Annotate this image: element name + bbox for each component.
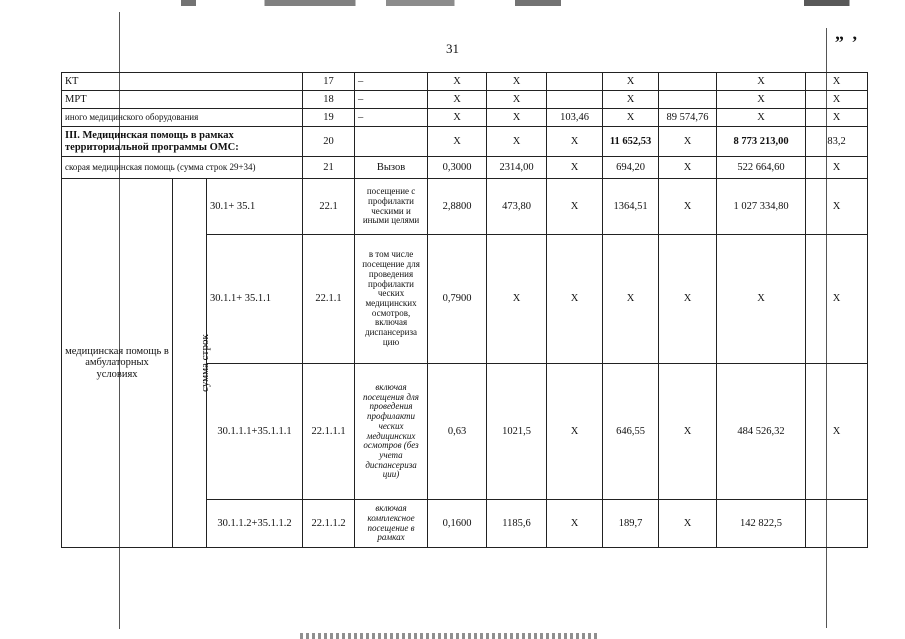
value-cell: Х <box>603 91 659 109</box>
value-cell: Х <box>806 235 868 364</box>
value-cell: Х <box>547 127 603 157</box>
value-cell: Х <box>428 73 487 91</box>
value-cell <box>806 500 868 548</box>
value-cell: 484 526,32 <box>717 364 806 500</box>
value-cell: Х <box>659 500 717 548</box>
table-row-22-1 <box>62 179 868 235</box>
value-cell: 189,7 <box>603 500 659 548</box>
table-row-other-equipment <box>62 109 868 127</box>
value-cell: Х <box>547 157 603 179</box>
value-cell: Х <box>487 109 547 127</box>
sum-rows-cell: 30.1.1.1+35.1.1.1 <box>207 364 303 500</box>
line-number: 21 <box>303 157 355 179</box>
value-cell: Х <box>717 235 806 364</box>
value-cell: Х <box>717 73 806 91</box>
value-cell: 646,55 <box>603 364 659 500</box>
value-cell: Х <box>806 364 868 500</box>
value-cell: 2,8800 <box>428 179 487 235</box>
line-number: 17 <box>303 73 355 91</box>
value-cell: 8 773 213,00 <box>717 127 806 157</box>
value-cell: 1021,5 <box>487 364 547 500</box>
unit-cell: включая комплексное посещение в рамках <box>355 500 428 548</box>
table-row-mrt <box>62 91 868 109</box>
value-cell: 473,80 <box>487 179 547 235</box>
value-cell: Х <box>487 235 547 364</box>
unit-cell: – <box>355 73 428 91</box>
row-name: III. Медицинская помощь в рамках территориальной программы ОМС: <box>62 127 303 157</box>
value-cell: Х <box>547 235 603 364</box>
line-number: 22.1 <box>303 179 355 235</box>
group-name: медицинская помощь в амбулаторных условиях <box>62 179 173 548</box>
value-cell: Х <box>806 179 868 235</box>
value-cell <box>659 91 717 109</box>
value-cell: Х <box>428 109 487 127</box>
value-cell: 694,20 <box>603 157 659 179</box>
value-cell: Х <box>806 109 868 127</box>
value-cell: Х <box>659 127 717 157</box>
row-name: иного медицинского оборудования <box>62 109 303 127</box>
value-cell: Х <box>547 500 603 548</box>
value-cell: Х <box>659 157 717 179</box>
value-cell: Х <box>659 364 717 500</box>
line-number: 22.1.1.1 <box>303 364 355 500</box>
value-cell: 89 574,76 <box>659 109 717 127</box>
value-cell: Х <box>603 73 659 91</box>
value-cell: 0,1600 <box>428 500 487 548</box>
value-cell: 11 652,53 <box>603 127 659 157</box>
value-cell: 83,2 <box>806 127 868 157</box>
value-cell: Х <box>487 73 547 91</box>
value-cell: 0,3000 <box>428 157 487 179</box>
medical-care-table <box>61 72 868 548</box>
value-cell: Х <box>717 91 806 109</box>
sum-rows-cell: 30.1.1+ 35.1.1 <box>207 235 303 364</box>
value-cell: 0,7900 <box>428 235 487 364</box>
value-cell: Х <box>428 91 487 109</box>
unit-cell <box>355 127 428 157</box>
value-cell: Х <box>806 91 868 109</box>
value-cell: 1 027 334,80 <box>717 179 806 235</box>
value-cell: Х <box>806 157 868 179</box>
vertical-group-label <box>173 179 211 548</box>
row-name: МРТ <box>62 91 303 109</box>
unit-cell: Вызов <box>355 157 428 179</box>
value-cell: Х <box>603 235 659 364</box>
value-cell: 0,63 <box>428 364 487 500</box>
value-cell: Х <box>717 109 806 127</box>
row-name: скорая медицинская помощь (сумма строк 29+34) <box>62 157 303 179</box>
corner-mark: „ , <box>835 23 859 43</box>
line-number: 22.1.1.2 <box>303 500 355 548</box>
unit-cell: в том числе посещение для проведения профилакти ческих медицинских осмотров, включая диспансериза цию <box>355 235 428 364</box>
value-cell: Х <box>547 364 603 500</box>
value-cell <box>659 73 717 91</box>
table-row-oms <box>62 127 868 157</box>
table-row-kt <box>62 73 868 91</box>
scan-bottom-artifact <box>300 633 600 639</box>
value-cell <box>547 73 603 91</box>
line-number: 18 <box>303 91 355 109</box>
value-cell: 522 664,60 <box>717 157 806 179</box>
line-number: 19 <box>303 109 355 127</box>
page-number: 31 <box>446 41 459 56</box>
value-cell: Х <box>806 73 868 91</box>
line-number: 20 <box>303 127 355 157</box>
sum-rows-cell: 30.1+ 35.1 <box>207 179 303 235</box>
value-cell: 103,46 <box>547 109 603 127</box>
value-cell: 142 822,5 <box>717 500 806 548</box>
scan-top-artifact <box>120 0 880 6</box>
value-cell: Х <box>659 235 717 364</box>
unit-cell: – <box>355 91 428 109</box>
value-cell: Х <box>547 179 603 235</box>
value-cell: 2314,00 <box>487 157 547 179</box>
value-cell: Х <box>487 91 547 109</box>
value-cell: 1185,6 <box>487 500 547 548</box>
table-row-ambulance <box>62 157 868 179</box>
line-number: 22.1.1 <box>303 235 355 364</box>
value-cell: Х <box>659 179 717 235</box>
value-cell <box>547 91 603 109</box>
vertical-group-text: сумма строк <box>198 333 211 392</box>
value-cell: Х <box>603 109 659 127</box>
value-cell: 1364,51 <box>603 179 659 235</box>
sum-rows-cell: 30.1.1.2+35.1.1.2 <box>207 500 303 548</box>
value-cell: Х <box>428 127 487 157</box>
unit-cell: включая посещения для проведения профилакти ческих медицинских осмотров (без учета диспансериза ции) <box>355 364 428 500</box>
value-cell: Х <box>487 127 547 157</box>
unit-cell: посещение с профилакти ческими и иными целями <box>355 179 428 235</box>
row-name: КТ <box>62 73 303 91</box>
unit-cell: – <box>355 109 428 127</box>
